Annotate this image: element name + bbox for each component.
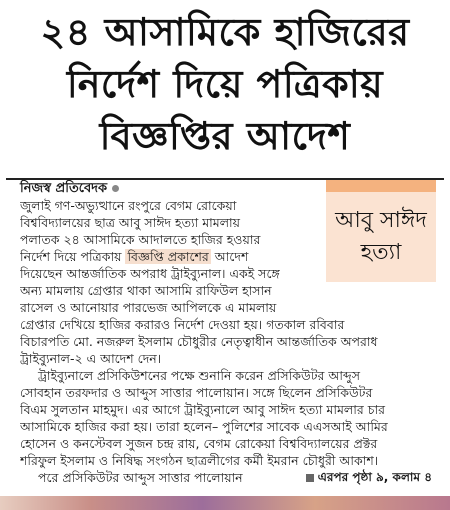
body-last-line (20, 469, 432, 486)
headline (0, 6, 450, 162)
topic-line-1: আবু সাঈদ (335, 208, 427, 233)
continued-note (306, 469, 432, 486)
body-text: নির্দেশ দিয়ে পত্রিকায় (20, 249, 122, 264)
continued-text: এরপর পৃষ্ঠা ৯, কলাম ৪ (317, 470, 432, 484)
headline-line-3: বিজ্ঞপ্তির আদেশ (99, 114, 351, 158)
square-bullet-icon (306, 474, 314, 482)
body-line: জুলাই গণ-অভ্যুত্থানে রংপুরে বেগম রোকেয়া (20, 198, 237, 213)
byline-text: নিজস্ব প্রতিবেদক (20, 181, 108, 196)
headline-line-1: ২৪ আসামিকে হাজিরের (40, 10, 410, 54)
body-line: বিচারপতি মো. নজরুল ইসলাম চৌধুরীর নেতৃত্বাধীন আন্তর্জাতিক অপরাধ (20, 334, 378, 349)
article-body (20, 197, 432, 486)
body-line: ট্রাইব্যুনাল-২ এ আদেশ দেন। (20, 351, 162, 366)
body-line: হোসেন ও কনস্টেবল সুজন চন্দ্র রায়, বেগম রোকেয়া বিশ্ববিদ্যালয়ের প্রক্টর (20, 436, 378, 451)
body-line: দিয়েছেন আন্তর্জাতিক অপরাধ ট্রাইব্যুনাল। একই সঙ্গে (20, 266, 280, 281)
bullet-icon (112, 185, 119, 192)
body-line: ট্রাইব্যুনালে প্রসিকিউশনের পক্ষে শুনানি করেন প্রসিকিউটর আব্দুস (38, 368, 360, 383)
body-text: আদেশ (214, 249, 249, 264)
body-line-with-highlight (20, 248, 322, 265)
body-line: আসামিকে হাজির করা হয়। তারা হলেন– পুলিশের সাবেক এএসআই আমির (20, 419, 388, 434)
body-line: অন্য মামলায় গ্রেপ্তার থাকা আসামি রাফিউল হাসান (20, 283, 272, 298)
body-text: পরে প্রসিকিউটর আব্দুস সাত্তার পালোয়ান (38, 470, 243, 485)
headline-line-2: নির্দেশ দিয়ে পত্রিকায় (66, 62, 384, 106)
body-line: বিশ্ববিদ্যালয়ের ছাত্র আবু সাঈদ হত্যা মামলায় (20, 215, 240, 230)
body-line: বিএম সুলতান মাহমুদ। এর আগে ট্রাইব্যুনালে আবু সাঈদ হত্যা মামলার চার (20, 402, 385, 417)
topic-line-2: হত্যা (360, 240, 402, 265)
body-line: গ্রেপ্তার দেখিয়ে হাজির করারও নির্দেশ দেওয়া হয়। গতকাল রবিবার (20, 317, 345, 332)
body-line: পলাতক ২৪ আসামিকে আদালতে হাজির হওয়ার (20, 232, 261, 247)
body-line: রাসেল ও আনোয়ার পারভেজ আপিলকে এ মামলায় (20, 300, 277, 315)
body-line: শরিফুল ইসলাম ও নিষিদ্ধ সংগঠন ছাত্রলীগের কর্মী ইমরান চৌধুরী আকাশ। (20, 453, 379, 468)
bottom-image-strip (0, 496, 450, 510)
highlighted-text: বিজ্ঞপ্তি প্রকাশের (127, 249, 209, 264)
body-line: সোবহান তরফদার ও আব্দুস সাত্তার পালোয়ান। সঙ্গে ছিলেন প্রসিকিউটর (20, 385, 373, 400)
byline (20, 180, 119, 198)
